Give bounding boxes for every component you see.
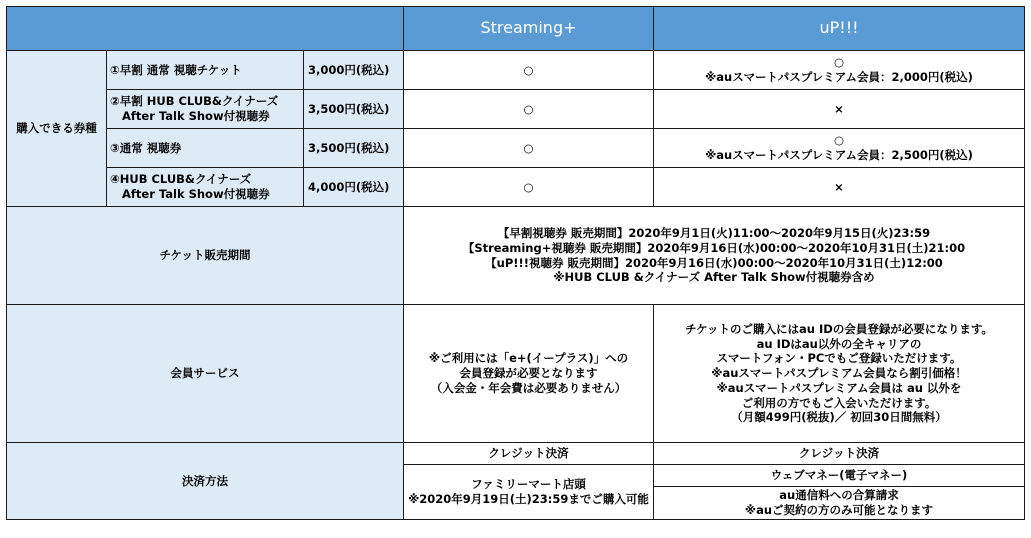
membership-label: 会員サービス bbox=[7, 305, 404, 443]
header-row bbox=[7, 7, 1025, 51]
membership-up-line: （月額499円(税抜)／ 初回30日間無料） bbox=[731, 410, 947, 425]
member-price-note: ※auスマートパスプレミアム会員：2,500円(税込) bbox=[705, 148, 973, 162]
up-availability bbox=[654, 129, 1025, 168]
availability-circle-icon: ○ bbox=[833, 55, 845, 70]
ticket-row-4 bbox=[7, 168, 1025, 207]
ticket-price: 3,000円(税込) bbox=[304, 51, 404, 90]
membership-streaming bbox=[404, 305, 654, 443]
ticket-price: 3,500円(税込) bbox=[304, 90, 404, 129]
payment-up-credit: クレジット決済 bbox=[654, 443, 1025, 465]
ticket-name bbox=[107, 129, 304, 168]
membership-up-line: ※auスマートパスプレミアム会員なら割引価格！ bbox=[711, 366, 967, 381]
sales-period-line: 【Streaming+視聴券 販売期間】2020年9月16日(水)00:00～2020年10月31日(土)21:00 bbox=[462, 240, 966, 255]
ticket-row-2 bbox=[7, 90, 1025, 129]
payment-label: 決済方法 bbox=[7, 443, 404, 520]
streaming-availability bbox=[404, 51, 654, 90]
membership-up-line: スマートフォン・PCでもご登録いただけます。 bbox=[716, 351, 962, 366]
unavailable-cross-icon: × bbox=[834, 101, 844, 116]
availability-circle-icon: ○ bbox=[523, 101, 534, 116]
ticket-name-line2: After Talk Show付視聴券 bbox=[122, 109, 270, 123]
membership-up-line: ご利用の方でもご入会いただけます。 bbox=[741, 395, 937, 410]
ticket-types-label: 購入できる券種 bbox=[7, 51, 107, 207]
ticket-price: 4,000円(税込) bbox=[304, 168, 404, 207]
header-blank-cell bbox=[7, 7, 404, 51]
payment-up-webmoney: ウェブマネー(電子マネー) bbox=[654, 465, 1025, 487]
payment-method-note: ※auご契約の方のみ可能となります bbox=[744, 503, 934, 517]
ticket-name-line1: ③通常 視聴券 bbox=[110, 140, 182, 155]
membership-up-line: ※auスマートパスプレミアム会員は au 以外を bbox=[716, 380, 962, 395]
streaming-availability bbox=[404, 90, 654, 129]
membership-streaming-line: ※ご利用には「e+(イープラス)」への bbox=[428, 351, 629, 366]
payment-method-note: ※2020年9月19日(土)23:59までご購入可能 bbox=[408, 492, 649, 506]
sales-period-row bbox=[7, 207, 1025, 305]
ticket-name bbox=[107, 90, 304, 129]
sales-period-line: 【uP!!!視聴券 販売期間】2020年9月16日(水)00:00～2020年10月31日(土)12:00 bbox=[485, 255, 943, 270]
up-availability bbox=[654, 51, 1025, 90]
availability-circle-icon: ○ bbox=[523, 179, 534, 194]
unavailable-cross-icon: × bbox=[834, 179, 844, 194]
ticket-name-line1: ②早割 HUB CLUB&クイナーズ bbox=[110, 94, 279, 109]
availability-circle-icon: ○ bbox=[833, 133, 845, 148]
membership-up-line: au IDはau以外の全キャリアの bbox=[756, 336, 922, 351]
ticket-row-3 bbox=[7, 129, 1025, 168]
membership-up bbox=[654, 305, 1025, 443]
ticket-name bbox=[107, 51, 304, 90]
member-price-note: ※auスマートパスプレミアム会員：2,000円(税込) bbox=[705, 70, 973, 84]
ticket-name bbox=[107, 168, 304, 207]
availability-circle-icon: ○ bbox=[523, 62, 534, 77]
membership-up-line: チケットのご購入にはau IDの会員登録が必要になります。 bbox=[685, 321, 993, 336]
header-up: uP!!! bbox=[654, 7, 1025, 51]
sales-period-content bbox=[404, 207, 1025, 305]
header-streaming: Streaming+ bbox=[404, 7, 654, 51]
ticket-name-line1: ④HUB CLUB&クイナーズ bbox=[110, 172, 252, 187]
ticket-row-1 bbox=[7, 51, 1025, 90]
up-availability bbox=[654, 168, 1025, 207]
payment-method-label: ファミリーマート店頭 bbox=[471, 477, 586, 492]
sales-period-label: チケット販売期間 bbox=[7, 207, 404, 305]
streaming-availability bbox=[404, 129, 654, 168]
payment-streaming-credit: クレジット決済 bbox=[404, 443, 654, 465]
comparison-table bbox=[6, 6, 1025, 520]
payment-row-1 bbox=[7, 443, 1025, 465]
membership-streaming-line: 会員登録が必要となります bbox=[459, 366, 598, 381]
ticket-name-line2: After Talk Show付視聴券 bbox=[122, 187, 270, 201]
availability-circle-icon: ○ bbox=[523, 140, 534, 155]
sales-period-line: 【早割視聴券 販売期間】2020年9月1日(火)11:00～2020年9月15日(火)23:59 bbox=[497, 226, 931, 241]
ticket-name-line1: ①早割 通常 視聴チケット bbox=[110, 62, 242, 77]
ticket-price: 3,500円(税込) bbox=[304, 129, 404, 168]
membership-streaming-line: （入会金・年会費は必要ありません） bbox=[430, 380, 627, 395]
up-availability bbox=[654, 90, 1025, 129]
streaming-availability bbox=[404, 168, 654, 207]
payment-up-carrier-billing bbox=[654, 487, 1025, 520]
payment-method-label: au通信料への合算請求 bbox=[779, 488, 899, 503]
sales-period-note: ※HUB CLUB &クイナーズ After Talk Show付視聴券含め bbox=[553, 270, 875, 285]
membership-row bbox=[7, 305, 1025, 443]
payment-streaming-familymart bbox=[404, 465, 654, 520]
